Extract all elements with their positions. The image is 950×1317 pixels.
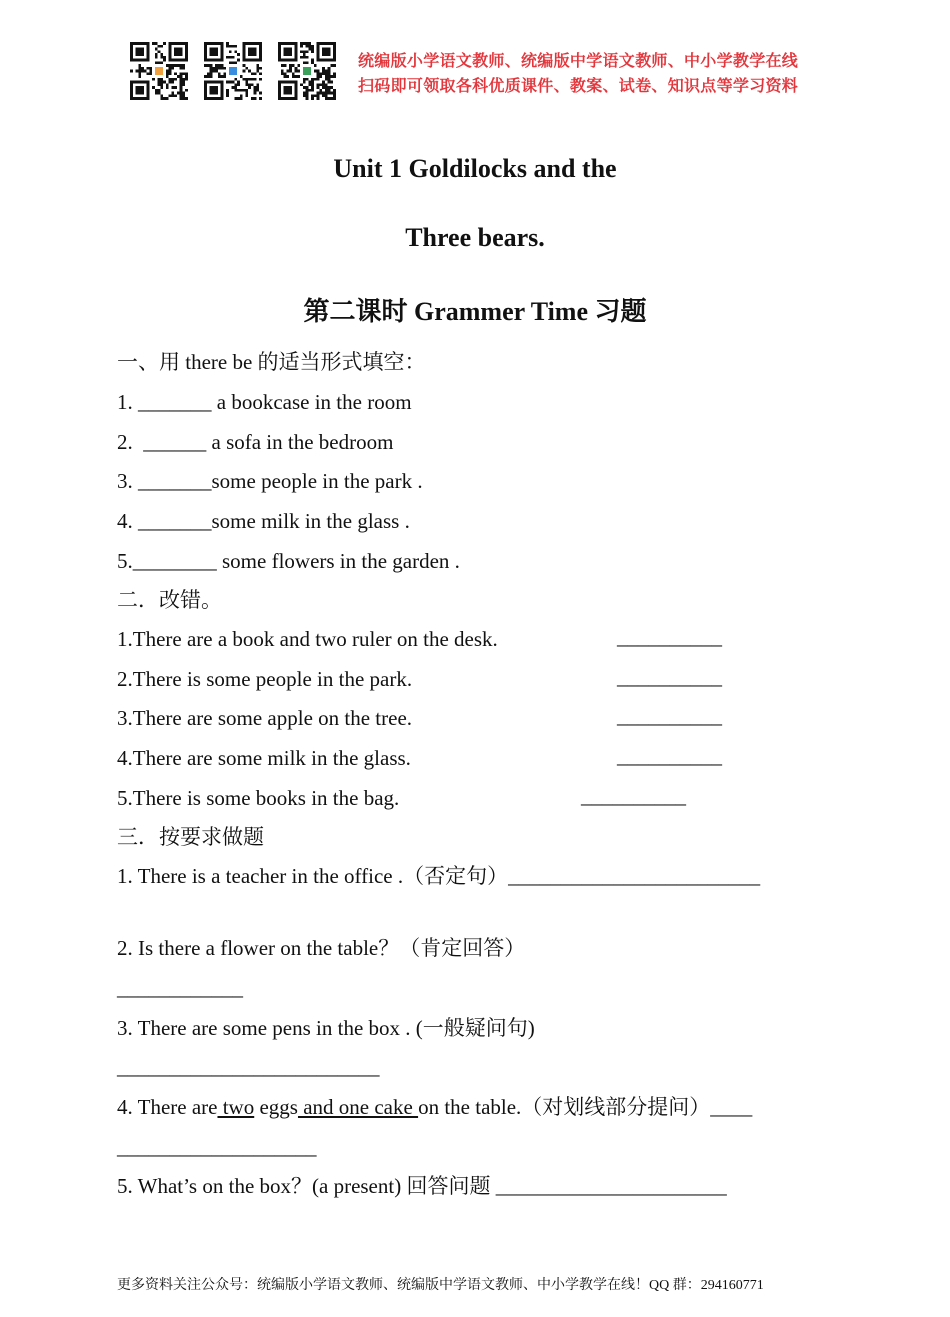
s2-blank-2: __________ bbox=[617, 665, 722, 689]
s2-blank-4: __________ bbox=[617, 744, 722, 768]
s3-q2-blank: ____________ bbox=[117, 976, 243, 1000]
section1-heading: 一、用 there be 的适当形式填空： bbox=[117, 350, 426, 374]
s3-q4-part1: 4. There are bbox=[117, 1095, 218, 1119]
section2-heading: 二．改错。 bbox=[117, 588, 222, 612]
s1-item-5: 5.________ some flowers in the garden . bbox=[117, 549, 460, 573]
s2-item-5: 5.There is some books in the bag. bbox=[117, 786, 400, 810]
s2-blank-5: __________ bbox=[581, 784, 686, 808]
promo-line-1: 统编版小学语文教师、统编版中学语文教师、中小学教学在线 bbox=[358, 51, 799, 70]
s1-item-4: 4. _______some milk in the glass . bbox=[117, 509, 410, 533]
s1-item-2: 2. ______ a sofa in the bedroom bbox=[117, 430, 394, 454]
s3-q3-blank: _________________________ bbox=[117, 1055, 380, 1079]
s2-item-4: 4.There are some milk in the glass. bbox=[117, 746, 411, 770]
s3-q4-underlined-cake: and one cake bbox=[297, 1095, 419, 1119]
qr-code-3 bbox=[278, 42, 336, 100]
s2-item-1: 1.There are a book and two ruler on the desk. bbox=[117, 627, 498, 651]
s1-item-3: 3. _______some people in the park . bbox=[117, 469, 423, 493]
qr-code-1 bbox=[130, 42, 188, 100]
s2-blank-1: __________ bbox=[617, 625, 722, 649]
qr-code-2 bbox=[204, 42, 262, 100]
promo-line-2: 扫码即可领取各科优质课件、教案、试卷、知识点等学习资料 bbox=[358, 76, 799, 95]
s3-q5: 5. What’s on the box？(a present) 回答问题 ______________________ bbox=[117, 1174, 727, 1198]
s3-q3: 3. There are some pens in the box . (一般疑问句) bbox=[117, 1016, 535, 1040]
title-line-2: Three bears. bbox=[405, 223, 545, 252]
s3-q4-part5: on the table.（对划线部分提问）____ bbox=[418, 1095, 753, 1119]
header bbox=[130, 42, 830, 102]
s1-item-1: 1. _______ a bookcase in the room bbox=[117, 390, 412, 414]
s2-item-3: 3.There are some apple on the tree. bbox=[117, 706, 413, 730]
title-line-1: Unit 1 Goldilocks and the bbox=[333, 154, 617, 183]
footer-text: 更多资料关注公众号：统编版小学语文教师、统编版中学语文教师、中小学教学在线！QQ 群：294160771 bbox=[117, 1278, 764, 1293]
s3-q4-underlined-two: two bbox=[217, 1095, 255, 1119]
promo-text bbox=[358, 48, 798, 98]
s3-q4 bbox=[117, 1093, 752, 1121]
s3-q2: 2. Is there a flower on the table？（肯定回答） bbox=[117, 936, 526, 960]
s3-q4-part3: eggs bbox=[254, 1095, 298, 1119]
section3-heading: 三．按要求做题 bbox=[117, 825, 264, 849]
s3-q4-blank: ___________________ bbox=[117, 1135, 317, 1159]
s2-blank-3: __________ bbox=[617, 704, 722, 728]
s2-item-2: 2.There is some people in the park. bbox=[117, 667, 413, 691]
s3-q1: 1. There is a teacher in the office .（否定句）________________________ bbox=[117, 864, 761, 888]
title-line-3: 第二课时 Grammer Time 习题 bbox=[303, 297, 647, 326]
